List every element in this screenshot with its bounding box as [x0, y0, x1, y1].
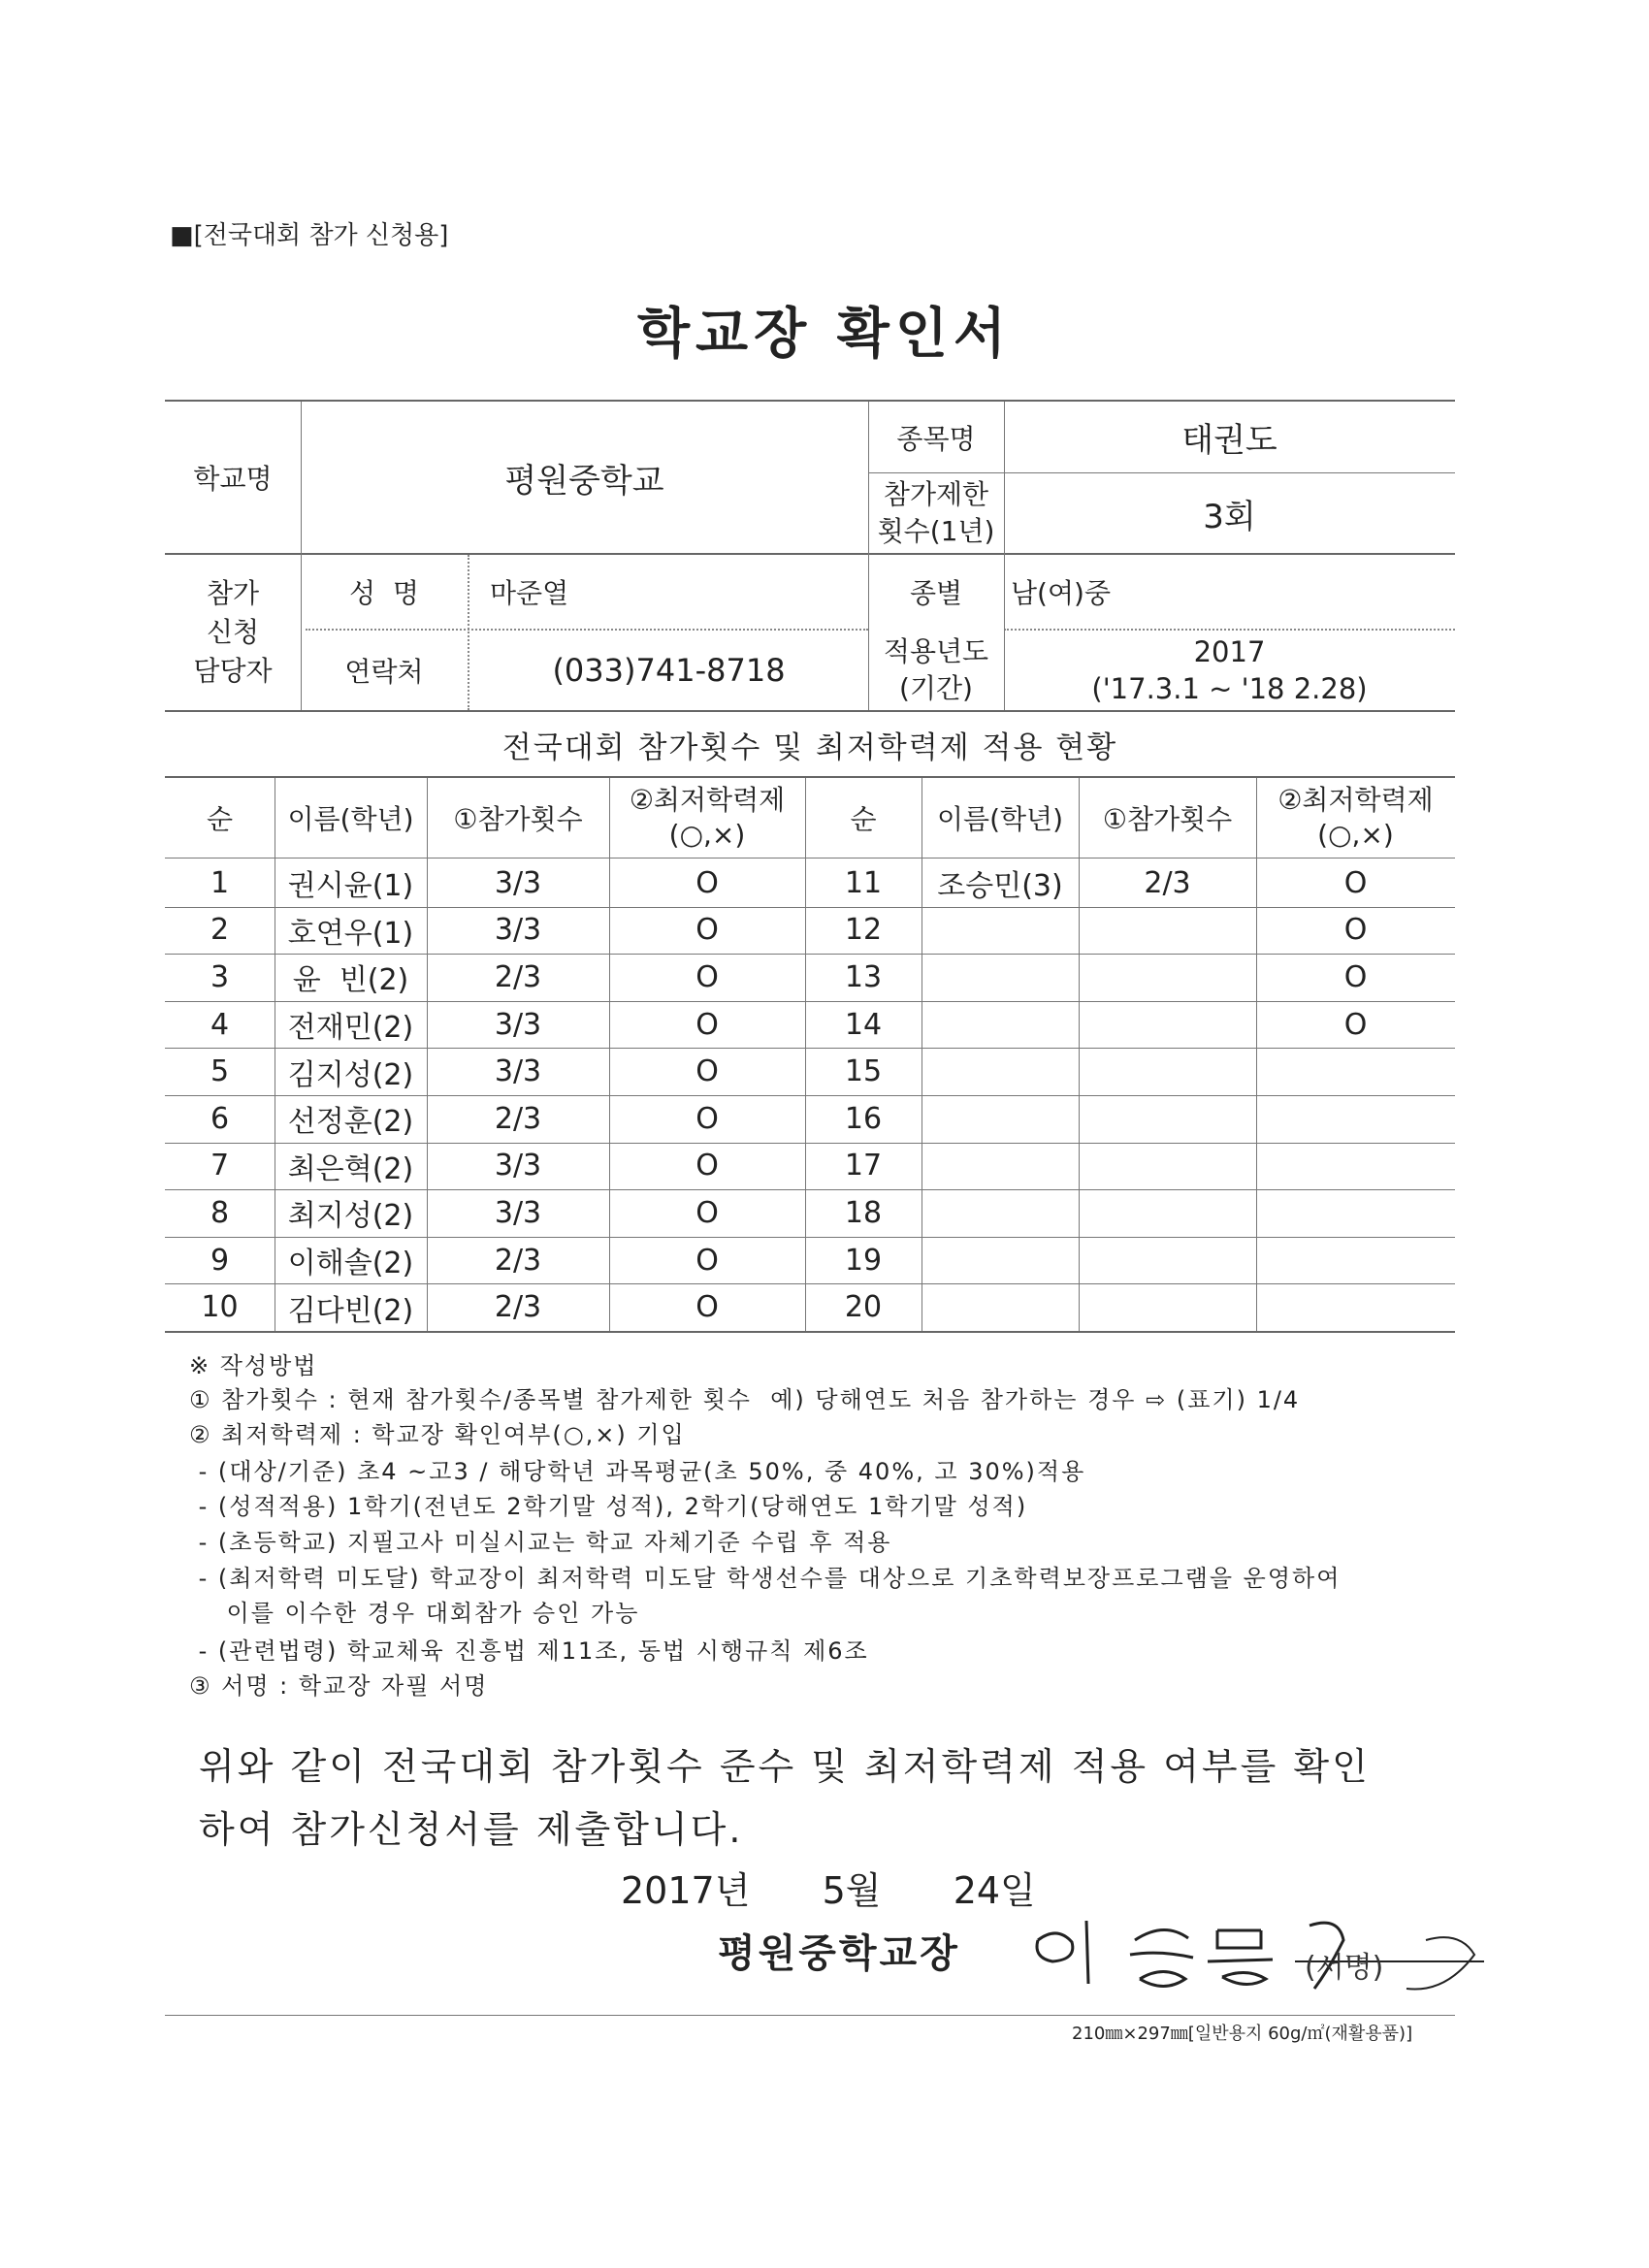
manager-name-label: 성 명	[349, 577, 419, 609]
participation-limit-label-line1: 참가제한	[883, 478, 989, 510]
closing-statement-line2: 하여 참가신청서를 제출합니다.	[199, 1808, 744, 1851]
school-name-value: 평원중학교	[504, 461, 664, 501]
cell-count	[1079, 1143, 1256, 1190]
event-label: 종목명	[896, 422, 976, 455]
instruction-line: ※ 작성방법	[189, 1352, 318, 1379]
cell-seq: 10	[201, 1290, 239, 1325]
manager-name-value: 마준열	[490, 577, 569, 609]
gender-label: 종별	[909, 577, 963, 609]
cell-name	[922, 1001, 1079, 1049]
date-year: 2017년	[621, 1869, 751, 1912]
cell-count: 2/3	[494, 1290, 542, 1325]
apply-year: 2017	[1193, 635, 1266, 668]
header-min-left-line2: (○,×)	[668, 819, 746, 851]
cell-min	[1256, 1095, 1455, 1143]
cell-min: O	[695, 913, 719, 948]
instruction-line: - (최저학력 미도달) 학교장이 최저학력 미도달 학생선수를 대상으로 기초학력보장프로그램을 운영하여	[189, 1565, 1342, 1592]
submit-date	[621, 1861, 1036, 1914]
cell-name	[922, 1189, 1079, 1237]
cell-min: O	[695, 1007, 719, 1042]
participation-limit-value: 3회	[1203, 497, 1256, 536]
cell-count	[1079, 1283, 1256, 1331]
cell-seq: 1	[210, 865, 230, 900]
cell-seq: 17	[844, 1149, 883, 1183]
cell-count: 2/3	[494, 1101, 542, 1136]
header-seq-left: 순	[206, 803, 234, 835]
cell-count: 3/3	[494, 1149, 542, 1183]
cell-seq: 20	[844, 1290, 883, 1325]
cell-name	[922, 907, 1079, 955]
principal-title: 평원중학교장	[718, 1931, 960, 1976]
cell-min	[1256, 1237, 1455, 1284]
cell-seq: 3	[210, 959, 230, 994]
cell-count	[1079, 954, 1256, 1001]
cell-seq: 11	[844, 865, 883, 900]
cell-min: O	[695, 1243, 719, 1278]
cell-min: O	[1343, 865, 1368, 900]
cell-seq: 5	[210, 1054, 230, 1089]
cell-name: 김다빈(2)	[287, 1293, 414, 1328]
header-name-right: 이름(학년)	[936, 803, 1064, 835]
apply-year-label-line2: (기간)	[899, 672, 973, 704]
instruction-line: - (관련법령) 학교체육 진흥법 제11조, 동법 시행규칙 제6조	[189, 1637, 869, 1665]
applicant-contact-label-line3: 담당자	[193, 655, 273, 687]
cell-name: 선정훈(2)	[287, 1105, 414, 1140]
cell-name	[922, 1237, 1079, 1284]
cell-name	[922, 1143, 1079, 1190]
instruction-line: ③ 서명 : 학교장 자필 서명	[189, 1672, 489, 1700]
status-section-title: 전국대회 참가횟수 및 최저학력제 적용 현황	[501, 729, 1118, 765]
cell-count: 2/3	[1144, 865, 1191, 900]
cell-name: 이해솔(2)	[287, 1247, 414, 1281]
cell-min: O	[695, 1101, 719, 1136]
date-day: 24일	[953, 1869, 1036, 1912]
cell-name: 최지성(2)	[287, 1199, 414, 1234]
cell-seq: 16	[844, 1101, 883, 1136]
cell-seq: 9	[210, 1243, 230, 1278]
cell-seq: 8	[210, 1195, 230, 1230]
cell-name	[922, 1095, 1079, 1143]
cell-min: O	[695, 1054, 719, 1089]
applicant-contact-label-line1: 참가	[206, 577, 260, 609]
paper-spec-footer: 210㎜×297㎜[일반용지 60g/㎡(재활용품)]	[1072, 2024, 1413, 2044]
cell-seq: 19	[844, 1243, 883, 1278]
header-count-left: ①참가횟수	[453, 803, 583, 835]
cell-seq: 2	[210, 913, 230, 948]
cell-name: 전재민(2)	[287, 1011, 414, 1046]
cell-seq: 6	[210, 1101, 230, 1136]
cell-count: 2/3	[494, 959, 542, 994]
cell-count: 3/3	[494, 1195, 542, 1230]
event-value: 태권도	[1181, 421, 1277, 460]
cell-name	[922, 1048, 1079, 1095]
instruction-line: - (대상/기준) 초4 ~고3 / 해당학년 과목평균(초 50%, 중 40%, 고 30%)적용	[189, 1458, 1086, 1485]
cell-count: 3/3	[494, 1007, 542, 1042]
instruction-line: - (초등학교) 지필고사 미실시교는 학교 자체기준 수립 후 적용	[189, 1529, 892, 1556]
cell-min	[1256, 1283, 1455, 1331]
cell-seq: 14	[844, 1007, 883, 1042]
header-min-right-line1: ②최저학력제	[1277, 784, 1434, 816]
cell-name: 권시윤(1)	[287, 869, 414, 904]
date-month: 5월	[822, 1869, 882, 1912]
cell-seq: 7	[210, 1149, 230, 1183]
instruction-line: ① 참가횟수 : 현재 참가횟수/종목별 참가제한 횟수 예) 당해연도 처음 참가하는 경우 ⇨ (표기) 1/4	[189, 1386, 1301, 1413]
cell-min: O	[695, 959, 719, 994]
cell-count: 3/3	[494, 913, 542, 948]
apply-year-label	[868, 631, 1004, 710]
manager-phone-value: (033)741-8718	[552, 652, 786, 689]
cell-name: 호연우(1)	[287, 916, 414, 951]
cell-seq: 15	[844, 1054, 883, 1089]
cell-seq: 4	[210, 1007, 230, 1042]
instruction-line: ② 최저학력제 : 학교장 확인여부(○,×) 기입	[189, 1421, 686, 1448]
header-name-left: 이름(학년)	[287, 803, 414, 835]
manager-phone-label: 연락처	[344, 656, 424, 688]
header-count-right: ①참가횟수	[1102, 803, 1233, 835]
participation-limit-label-line2: 횟수(1년)	[877, 515, 995, 547]
cell-min	[1256, 1048, 1455, 1095]
form-type-tag: ■[전국대회 참가 신청용]	[170, 221, 449, 250]
header-min-left-line1: ②최저학력제	[629, 784, 786, 816]
cell-name: 윤 빈(2)	[292, 963, 409, 998]
school-name-label: 학교명	[193, 463, 273, 495]
instruction-line: 이를 이수한 경우 대회참가 승인 가능	[189, 1600, 640, 1627]
apply-year-value	[1004, 631, 1455, 710]
cell-count	[1079, 1001, 1256, 1049]
cell-name	[922, 954, 1079, 1001]
signature-mark: (서명)	[1305, 1951, 1384, 1985]
gender-value: 남(여)중	[1011, 577, 1111, 609]
cell-min: O	[695, 1195, 719, 1230]
cell-seq: 18	[844, 1195, 883, 1230]
principal-signature	[1018, 1901, 1504, 2008]
cell-name	[922, 1283, 1079, 1331]
cell-min	[1256, 1189, 1455, 1237]
cell-count	[1079, 1048, 1256, 1095]
header-min-left	[609, 778, 805, 858]
header-seq-right: 순	[850, 803, 877, 835]
cell-count	[1079, 1095, 1256, 1143]
cell-count: 2/3	[494, 1243, 542, 1278]
document-title: 학교장 확인서	[636, 303, 1013, 366]
cell-min: O	[1343, 913, 1368, 948]
cell-seq: 12	[844, 913, 883, 948]
cell-count: 3/3	[494, 865, 542, 900]
apply-period: ('17.3.1 ~ '18 2.28)	[1091, 672, 1368, 705]
header-min-right	[1256, 778, 1455, 858]
cell-min: O	[1343, 1007, 1368, 1042]
applicant-contact-label	[165, 555, 301, 710]
cell-min: O	[1343, 959, 1368, 994]
cell-count	[1079, 1237, 1256, 1284]
cell-min	[1256, 1143, 1455, 1190]
cell-seq: 13	[844, 959, 883, 994]
cell-name: 조승민(3)	[937, 869, 1063, 904]
cell-min: O	[695, 1290, 719, 1325]
header-min-right-line2: (○,×)	[1317, 819, 1394, 851]
cell-name: 최은혁(2)	[287, 1151, 414, 1186]
apply-year-label-line1: 적용년도	[883, 635, 989, 667]
cell-count: 3/3	[494, 1054, 542, 1089]
cell-count	[1079, 1189, 1256, 1237]
instruction-line: - (성적적용) 1학기(전년도 2학기말 성적), 2학기(당해연도 1학기말 성적)	[189, 1493, 1028, 1520]
cell-min: O	[695, 865, 719, 900]
cell-name: 김지성(2)	[287, 1057, 414, 1092]
cell-count	[1079, 907, 1256, 955]
closing-statement-line1: 위와 같이 전국대회 참가횟수 준수 및 최저학력제 적용 여부를 확인	[199, 1745, 1371, 1788]
cell-min: O	[695, 1149, 719, 1183]
participation-limit-label	[868, 473, 1004, 553]
applicant-contact-label-line2: 신청	[206, 616, 260, 648]
